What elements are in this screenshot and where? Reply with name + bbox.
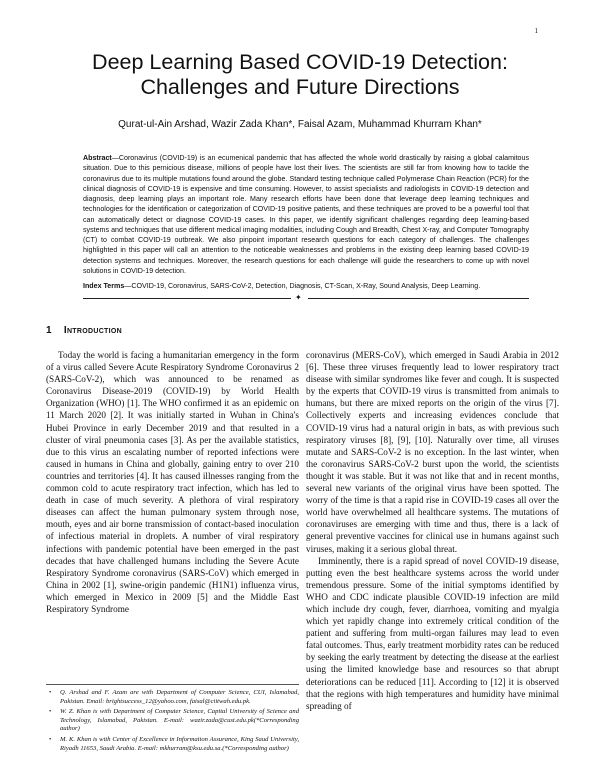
index-terms-text: —COVID-19, Coronavirus, SARS-CoV-2, Detection, Diagnosis, CT-Scan, X-Ray, Sound Analysis, Deep Learning. — [124, 282, 481, 290]
paper-title — [40, 50, 560, 100]
index-terms — [83, 281, 529, 291]
divider-diamond-icon: ✦ — [295, 293, 302, 302]
abstract-label: Abstract — [83, 154, 112, 162]
footnote-item: • M. K. Khan is with Center of Excellence in Information Assurance, King Saud University, Riyadh 11653, Saudi Arabia. E-mail: mkhurram@ksu.edu.sa.(*Corresponding author) — [46, 736, 299, 753]
index-terms-label: Index Terms — [83, 282, 125, 290]
section-heading — [46, 325, 122, 336]
intro-paragraph-2: Imminently, there is a rapid spread of novel COVID-19 disease, putting even the best healthcare systems across the world under tremendous pressure. Some of the initial symptoms identified by WHO and CDC indicate plausible COVID-19 infection are mild which include dry cough, fever, diarrhoea, vomiting and myalgia which yet rapidly change into extremely critical condition of the patient and suffering from multi-organ failures may lead to even fatal outcomes. Thus, early treatment morbidity rates can be reduced by seeking the early treatment by detecting the disease at the earliest using the limited knowledge base and resources so that abrupt deteriorations can be reduced [11]. According to [12] it is observed that the regions with high temperatures and humidity have minimal spreading of — [306, 555, 559, 711]
divider-right — [308, 298, 529, 299]
footnote-item: • Q. Arshad and F. Azam are with Department of Computer Science, CUI, Islamabad, Pakistan. Email: brightsuccess_12@yahoo.com, faisal@ciitwah.edu.pk. — [46, 689, 299, 706]
abstract — [83, 153, 529, 276]
intro-paragraph-1: Today the world is facing a humanitarian emergency in the form of a virus called Severe Acute Respiratory Syndrome Coronavirus 2 (SARS-CoV-2), which was announced to be renamed as Coronavirus Disease-2019 (COVID-19) by World Health Organization (WHO) [1]. The WHO confirmed it as an epidemic on 11 March 2020 [2]. It was initially started in Wuhan in China's Hubei Province in early December 2019 and that resulted in a cluster of viral pneumonia cases [3]. As per the available statistics, due to this virus an escalating number of reported infections were caused in humans in China and globally, gaining entry to over 210 countries and territories [4]. It has caused illnesses ranging from the common cold to acute respiratory tract infection, which has led to death in case of much severity. A plethora of viral respiratory diseases can affect the human pulmonary system through nose, mouth, eyes and air borne transmission of contact-based inoculation of infectious material in droplets. A number of viral respiratory infections with pandemic potential have been emerged in the past decades that have challenged humans including the Severe Acute Respiratory Syndrome coronavirus (SARS-CoV) which emerged in China in 2002 [1], swine-origin pandemic (H1N1) influenza virus, which emerged in Mexico in 2009 [5] and the Middle East Respiratory Syndrome — [46, 350, 299, 614]
footnote-item: • W. Z. Khan is with Department of Computer Science, Capital University of Science and Technology, Islamabad, Pakistan. E-mail: wazir.zada@cust.edu.pk(*Corresponding author) — [46, 708, 299, 734]
left-column — [46, 349, 299, 615]
right-column — [306, 349, 559, 712]
footnotes — [46, 689, 299, 755]
title-line-1: Deep Learning Based COVID-19 Detection: — [92, 50, 508, 74]
page-number: 1 — [534, 27, 538, 35]
section-number: 1 — [46, 325, 52, 336]
title-line-2: Challenges and Future Directions — [140, 75, 460, 99]
intro-paragraph-continued: coronavirus (MERS-CoV), which emerged in Saudi Arabia in 2012 [6]. These three viruses frequently lead to lower respiratory tract disease with similar syndromes like fever and cough. It is suspected by the experts that COVID-19 virus is transmitted from animals to humans, but there are mixed reports on the origin of the virus [7]. Collectively experts and increasing evidences conclude that COVID-19 virus had a natural origin in bats, as with previous such respiratory viruses [8], [9], [10]. Naturally over time, all viruses mutate and SARS-CoV-2 is no exception. In the last winter, when the coronavirus SARS-CoV-2 burst upon the world, the scientists thought it was stable. But it was not like that and in recent months, several new variants of the original virus have been spotted. The worry of the time is that a rapid rise in COVID-19 cases all over the world have overwhelmed all healthcare systems. The mutations of coronaviruses are emerging with time and thus, there is a lack of general preventive vaccines for clinical use in humans against such viruses, making it a serious global threat. — [306, 350, 559, 554]
divider-left — [83, 298, 291, 299]
abstract-text: —Coronavirus (COVID-19) is an ecumenical pandemic that has affected the whole world drastically by raising a global calamitous situation. Due to this pernicious disease, millions of people have lost their lives. The scientists are still far from knowing how to tackle the coronavirus due to its multiple mutations found around the globe. Standard testing technique called Polymerase Chain Reaction (PCR) for the clinical diagnosis of COVID-19 is expensive and time consuming. However, to assist specialists and radiologists in COVID-19 detection and diagnosis, deep learning plays an important role. Many research efforts have been done that leverage deep learning techniques and technologies for the identification or categorization of COVID-19 positive patients, and these techniques are proved to be a powerful tool that can automatically detect or diagnose COVID-19 cases. In this paper, we identify significant challenges regarding deep learning-based systems and techniques that use different medical imaging modalities, including Cough and Breadth, Chest X-ray, and Computer Tomography (CT) to combat COVID-19 outbreak. We also pinpoint important research questions for each category of challenges. The challenges highlighted in this paper will call an attention to the noticeable weaknesses and problems in the existing deep learning based COVID-19 detection systems and techniques. Moreover, the research questions for each challenge will guide the researchers to come up with novel solutions in COVID-19 detection. — [83, 154, 529, 275]
section-title: Introduction — [63, 325, 122, 336]
footnote-rule — [46, 684, 299, 685]
author-list: Qurat-ul-Ain Arshad, Wazir Zada Khan*, Faisal Azam, Muhammad Khurram Khan* — [118, 119, 482, 130]
